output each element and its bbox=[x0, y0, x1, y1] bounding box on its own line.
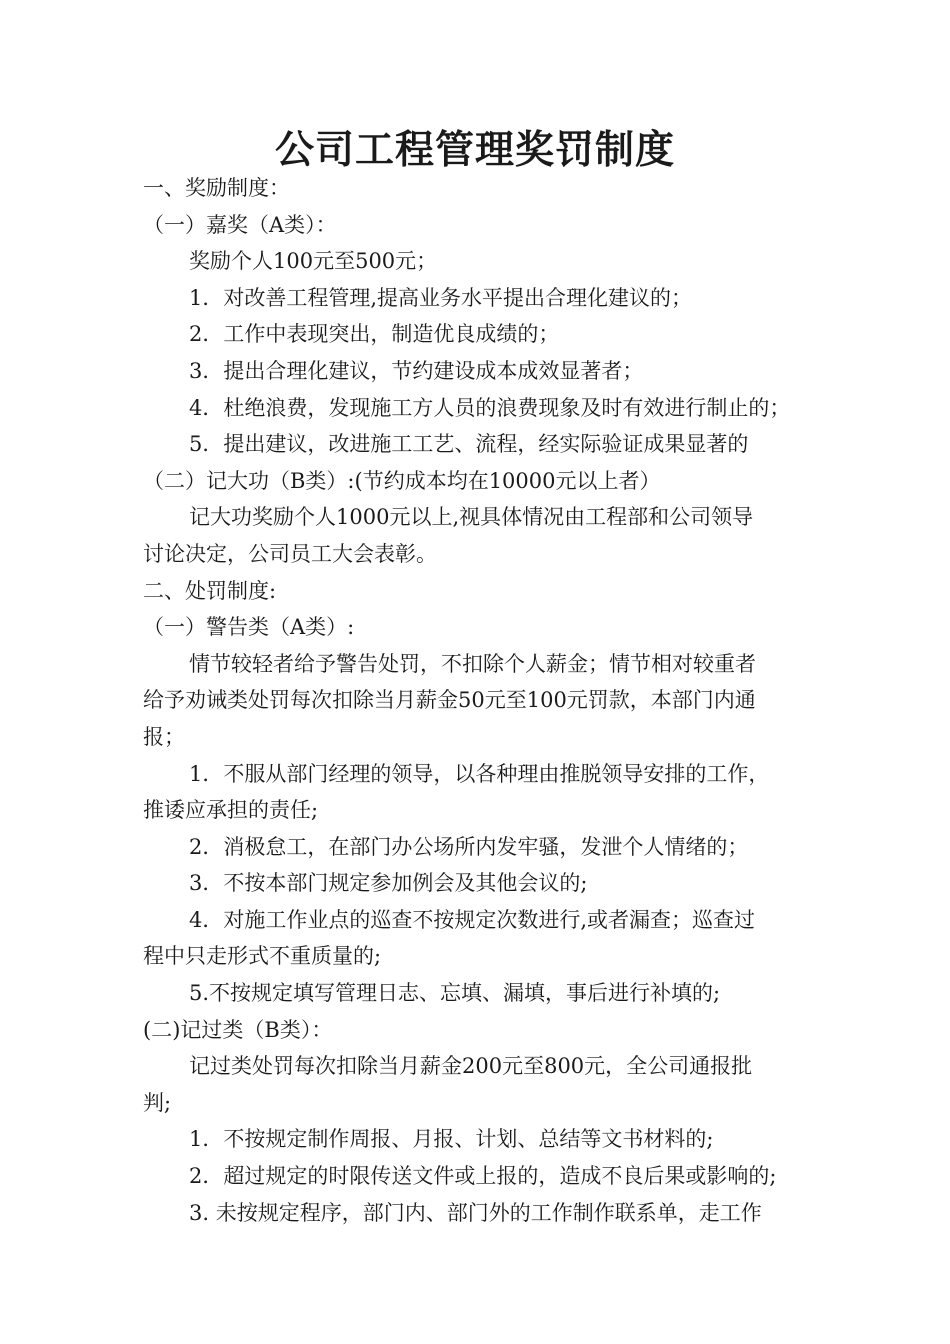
text-line: 4．杜绝浪费，发现施工方人员的浪费现象及时有效进行制止的； bbox=[189, 395, 791, 420]
text-line: 1．不服从部门经理的领导，以各种理由推脱领导安排的工作， bbox=[189, 761, 770, 786]
text-line: 给予劝诫类处罚每次扣除当月薪金50元至100元罚款，本部门内通 bbox=[143, 688, 756, 713]
document-title: 公司工程管理奖罚制度 bbox=[274, 127, 675, 173]
text-line: 记大功奖励个人1000元以上,视具体情况由工程部和公司领导 bbox=[189, 505, 754, 530]
text-line: 推诿应承担的责任; bbox=[143, 798, 319, 823]
text-line: 1．对改善工程管理,提高业务水平提出合理化建议的； bbox=[189, 285, 693, 310]
text-line: 5.不按规定填写管理日志、忘填、漏填，事后进行补填的; bbox=[189, 981, 721, 1006]
document-body bbox=[143, 170, 813, 1231]
text-line: (二)记过类（B类）： bbox=[143, 1017, 333, 1042]
text-line: 情节较轻者给予警告处罚，不扣除个人薪金；情节相对较重者 bbox=[189, 651, 756, 676]
text-line: 判; bbox=[143, 1090, 172, 1115]
text-line: 1．不按规定制作周报、月报、计划、总结等文书材料的; bbox=[189, 1127, 714, 1152]
text-line: 二、处罚制度: bbox=[143, 578, 277, 603]
text-line: （一）警告类（A类）: bbox=[143, 615, 355, 640]
text-line: 3．提出合理化建议，节约建设成本成效显著者； bbox=[189, 358, 644, 383]
text-line: （一）嘉奖（A类）： bbox=[143, 212, 337, 237]
text-line: 报； bbox=[143, 724, 185, 749]
text-line: 讨论决定，公司员工大会表彰。 bbox=[143, 541, 437, 566]
text-line: （二）记大功（B类）:(节约成本均在10000元以上者） bbox=[143, 468, 661, 493]
text-line: 5．提出建议，改进施工工艺、流程，经实际验证成果显著的 bbox=[189, 432, 749, 457]
text-line: 记过类处罚每次扣除当月薪金200元至800元，全公司通报批 bbox=[189, 1054, 753, 1079]
text-line: 3. 未按规定程序，部门内、部门外的工作制作联系单，走工作 bbox=[189, 1200, 762, 1225]
text-line: 2．工作中表现突出，制造优良成绩的； bbox=[189, 322, 560, 347]
text-line: 程中只走形式不重质量的; bbox=[143, 944, 382, 969]
text-line: 一、奖励制度： bbox=[143, 176, 290, 200]
text-line: 4．对施工作业点的巡查不按规定次数进行,或者漏查；巡查过 bbox=[189, 907, 756, 932]
text-line: 奖励个人100元至500元； bbox=[189, 249, 438, 274]
text-line: 2．消极怠工，在部门办公场所内发牢骚，发泄个人情绪的； bbox=[189, 834, 749, 859]
text-line: 2．超过规定的时限传送文件或上报的，造成不良后果或影响的; bbox=[189, 1164, 777, 1189]
text-line: 3．不按本部门规定参加例会及其他会议的; bbox=[189, 871, 588, 896]
